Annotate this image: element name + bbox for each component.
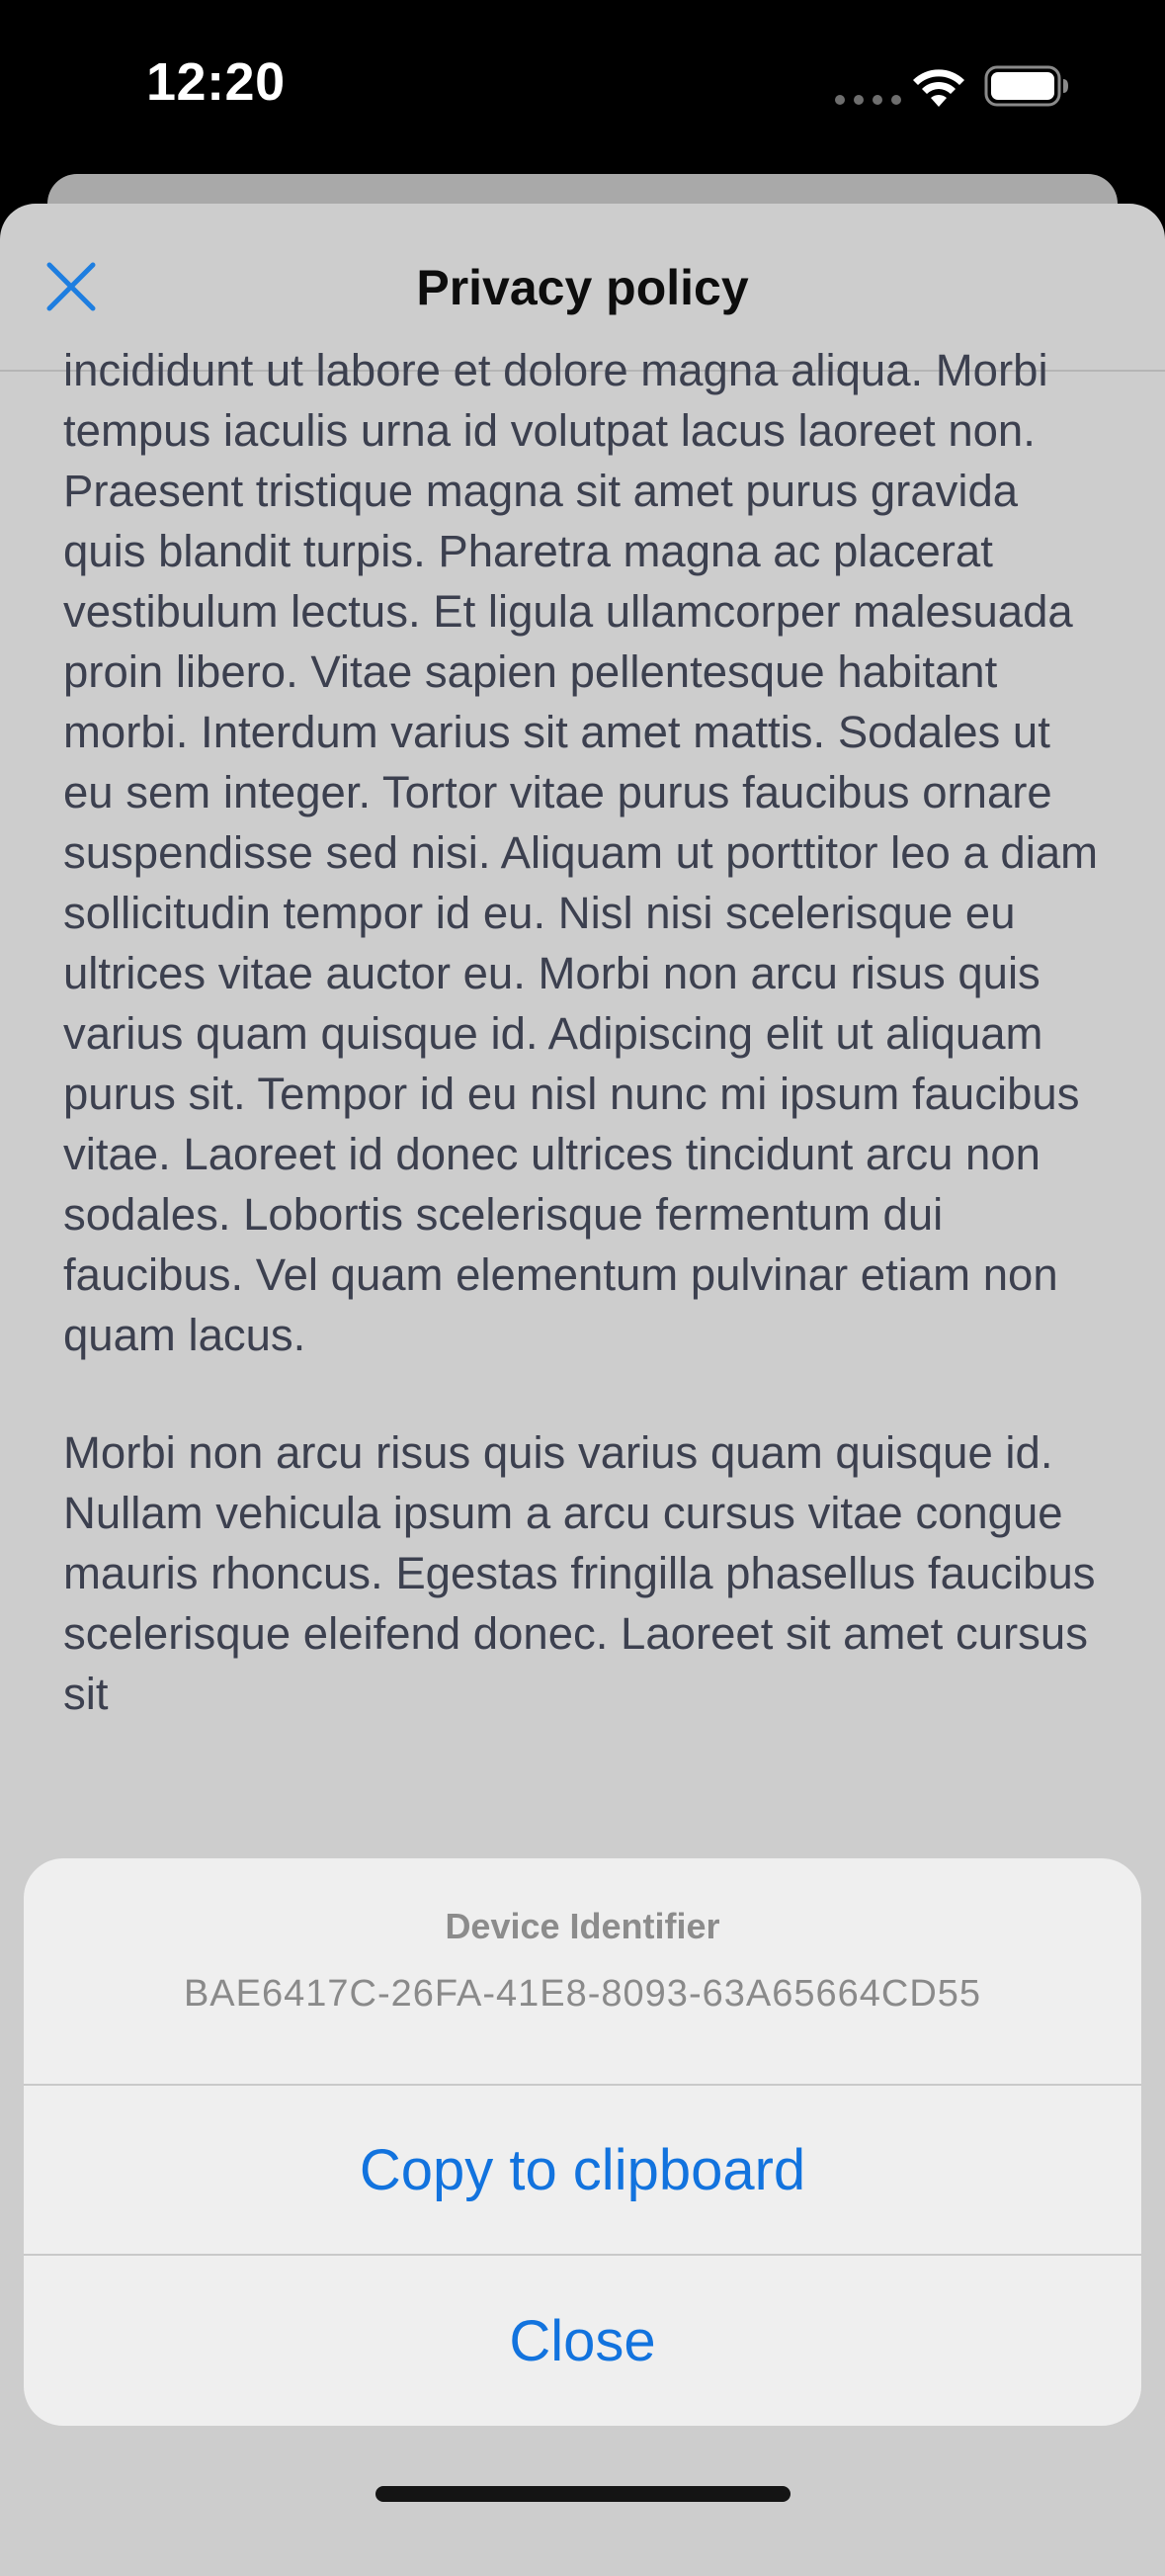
close-button[interactable]: Close — [509, 2308, 656, 2373]
status-time: 12:20 — [146, 52, 286, 112]
status-bar — [0, 0, 1165, 168]
battery-icon — [984, 65, 1069, 107]
home-indicator[interactable] — [375, 2486, 791, 2502]
policy-paragraph: incididunt ut labore et dolore magna aliqua. Morbi tempus iaculis urna id volutpat lacus laoreet non. Praesent tristique magna sit amet purus gravida quis blandit turpis. Pharetra magna ac placerat vestibulum lectus. Et ligula ullamcorper malesuada proin libero. Vitae sapien pellentesque habitant morbi. Interdum varius sit amet mattis. Sodales ut eu sem integer. Tortor vitae purus faucibus ornare suspendisse sed nisi. Aliquam ut porttitor leo a diam sollicitudin tempor id eu. Nisl nisi scelerisque eu ultrices vitae auctor eu. Morbi non arcu risus quis varius quam quisque id. Adipiscing elit ut aliquam purus sit. Tempor id eu nisl nunc mi ipsum faucibus vitae. Laoreet id donec ultrices tincidunt arcu non sodales. Lobortis scelerisque fermentum dui faucibus. Vel quam elementum pulvinar etiam non quam lacus. — [63, 345, 1099, 1360]
policy-text-scroll[interactable] — [63, 345, 1111, 2054]
page-title: Privacy policy — [416, 260, 749, 315]
policy-paragraph: Morbi non arcu risus quis varius quam quisque id. Nullam vehicula ipsum a arcu cursus vitae congue mauris rhoncus. Egestas fringilla phasellus faucibus scelerisque eleifend donec. Laoreet sit amet cursus sit — [63, 1427, 1096, 1719]
action-sheet-header — [24, 1858, 1141, 2086]
wifi-icon — [909, 63, 968, 111]
cellular-dots-icon — [835, 95, 901, 105]
device-identifier-action-sheet — [24, 1858, 1141, 2426]
device-identifier-value: BAE6417C-26FA-41E8-8093-63A65664CD55 — [183, 1973, 982, 2015]
action-sheet-title: Device Identifier — [445, 1906, 720, 1946]
copy-to-clipboard-button[interactable]: Copy to clipboard — [24, 2086, 1141, 2256]
